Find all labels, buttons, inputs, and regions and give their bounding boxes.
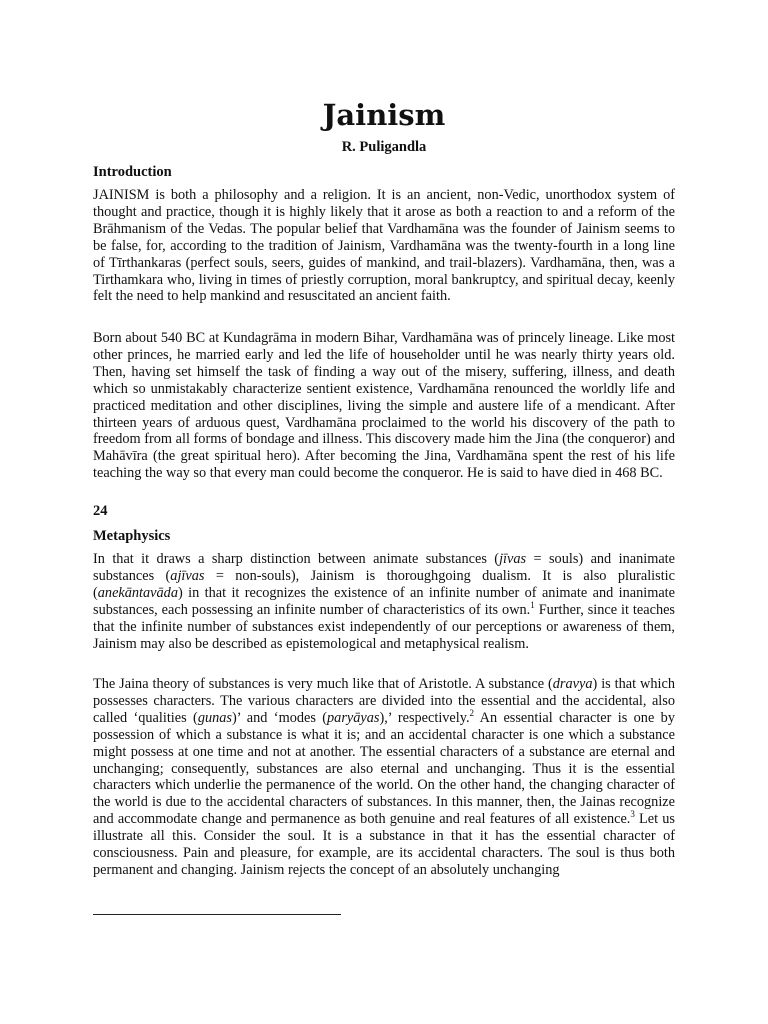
footnote-ref-3: 3 — [630, 809, 635, 820]
footnote-ref-1: 1 — [530, 599, 535, 610]
section-heading-introduction: Introduction — [93, 164, 172, 180]
term-paryayas: paryāyas — [327, 709, 380, 726]
term-gunas: gunas — [197, 709, 232, 726]
paragraph-metaphysics-1: In that it draws a sharp distinction between animate substances (jīvas = souls) and inanimate substances (ajīvas = non-souls), Jainism is thoroughgoing dualism. It is also pluralistic (anekāntavāda) in that it recognizes the existence of an infinite number of animate and inanimate substances, each possessing an infinite number of characteristics of its own.$^1$ Further, since it teaches that the infinite number of substances exist independently of our perceptions or awareness of them, Jainism may also be described as epistemological and metaphysical realism. — [93, 551, 675, 652]
term-dravya: dravya — [552, 676, 593, 692]
term-anekantavada: anekāntavāda — [97, 584, 178, 601]
footnote-separator — [93, 914, 341, 915]
paragraph-intro-2: Born about 540 BC at Kundagrāma in modern Bihar, Vardhamāna was of princely lineage. Like most other princes, he married early and led the life of householder until he was nearly thirty years old. Then, having set himself the task of finding a way out of the misery, suffering, illness, and death which so unmistakably characterize sentient existence, Vardhamāna renounced the worldly life and practiced meditation and other disciplines, living the simple and austere life of a mendicant. After thirteen years of arduous quest, Vardhamāna proclaimed to the world his discovery of the path to freedom from all forms of bondage and illness. This discovery made him the Jina (the conqueror) and Mahāvīra (the great spiritual hero). After becoming the Jina, Vardhamāna spent the rest of his life teaching the way so that every man could become the conqueror. He is said to have died in 468 BC. — [93, 330, 675, 482]
paragraph-intro-1: JAINISM is both a philosophy and a religion. It is an ancient, non-Vedic, unorthodox system of thought and practice, though it is highly likely that it arose as both a reaction to and a reform of the Brāhmanism of the Vedas. The popular belief that Vardhamāna was the founder of Jainism seems to be false, for, according to the tradition of Jainism, Vardhamāna was the twenty-fourth in a long line of Tīrthankaras (perfect souls, seers, guides of mankind, and trail-blazers). Vardhamāna, then, was a Tirthamkara who, living in times of priestly corruption, moral bankruptcy, and spiritual decay, keenly felt the need to help mankind and resuscitated an ancient faith. — [93, 187, 675, 305]
footnote-ref-2: 2 — [469, 708, 475, 719]
term-ajivas: ajīvas — [170, 567, 205, 584]
author-name: R. Puligandla — [341, 139, 427, 155]
paragraph-metaphysics-2: The Jaina theory of substances is very much like that of Aristotle. A substance (dravya) is that which possesses characters. The various characters are divided into the essential and the accidental, also called ‘qualities (gunas)’ and ‘modes (paryāyas),’ respectively.$^2$ An essential character is one by possession of which a substance is what it is; and an accidental character is one which a substance might possess at one time and not at another. The essential characters of a substance are eternal and unchanging; consequently, substances are also eternal and unchanging. Thus it is the essential characters which underlie the permanence of the world. On the other hand, the changing character of the world is due to the accidental characters of substances. In this manner, then, the Jainas recognize and accommodate change and permanence as both genuine and real features of all existence.$^3$ Let us illustrate all this. Consider the soul. It is a substance in that it has the essential character of consciousness. Pain and pleasure, for example, are its accidental characters. The soul is thus both permanent and changing. Jainism rejects the concept of an absolutely unchanging — [93, 676, 675, 878]
document-title: Jainism — [322, 98, 446, 132]
section-heading-metaphysics: Metaphysics — [93, 528, 171, 544]
page-number: 24 — [93, 503, 108, 519]
term-jivas: jīvas — [499, 551, 527, 567]
